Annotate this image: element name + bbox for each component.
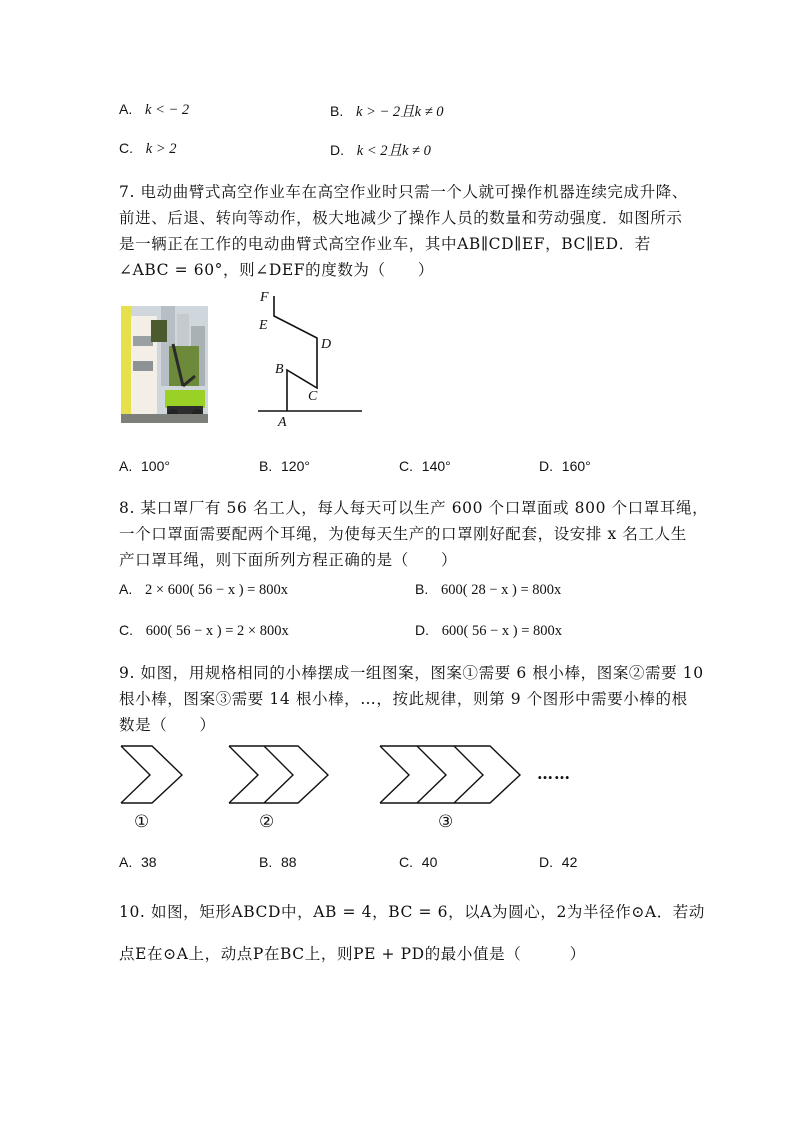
- option-letter: A.: [119, 458, 133, 474]
- q9-line-3: 数是（ ）: [119, 716, 216, 734]
- q9-option-d: [539, 853, 577, 871]
- label-B: B: [275, 362, 284, 377]
- option-value: 38: [141, 854, 157, 870]
- option-letter: C.: [399, 854, 413, 870]
- option-value: 120°: [281, 458, 310, 474]
- option-value: 40: [421, 854, 438, 870]
- option-value: 160°: [561, 458, 591, 474]
- q9-option-c: [399, 853, 437, 871]
- option-letter: D.: [539, 854, 553, 870]
- label-E: E: [259, 318, 268, 333]
- q8-line-1: 8. 某口罩厂有 56 名工人，每人每天可以生产 600 个口罩面或 800 个口罩耳绳，: [119, 499, 709, 517]
- pattern-1: [121, 746, 182, 803]
- option-letter: B.: [259, 854, 273, 870]
- pattern-3: [380, 746, 520, 803]
- option-expression: k > 2: [145, 141, 177, 157]
- pattern-label-3: ③: [438, 812, 454, 832]
- label-F: F: [260, 290, 269, 305]
- option-letter: C.: [119, 140, 133, 156]
- option-letter: C.: [119, 622, 133, 638]
- option-letter: D.: [539, 458, 553, 474]
- pattern-label-1: ①: [134, 812, 150, 832]
- option-value: 100°: [141, 458, 170, 474]
- q9-line-1: 9. 如图，用规格相同的小棒摆成一组图案，图案①需要 6 根小棒，图案②需要 10: [119, 664, 704, 682]
- option-letter: A.: [119, 854, 133, 870]
- label-C: C: [308, 389, 318, 404]
- q9-option-b: [259, 853, 297, 871]
- option-expression: k < 2且k ≠ 0: [356, 143, 431, 159]
- q9-line-2: 根小棒，图案③需要 14 根小棒，…，按此规律，则第 9 个图形中需要小棒的根: [119, 690, 688, 708]
- option-letter: B.: [259, 458, 273, 474]
- option-expression: 600( 56 − x ) = 2 × 800x: [145, 623, 289, 639]
- q7-line-4: ∠ABC = 60°，则∠DEF的度数为（ ）: [119, 261, 434, 279]
- q8-line-3: 产口罩耳绳，则下面所列方程正确的是（ ）: [119, 551, 458, 569]
- option-letter: A.: [119, 101, 133, 117]
- option-value: 140°: [421, 458, 451, 474]
- label-D: D: [321, 337, 332, 352]
- q10-line-2: 点E在⊙A上，动点P在BC上，则PE + PD的最小值是（ ）: [119, 945, 586, 963]
- q7-line-1: 7. 电动曲臂式高空作业车在高空作业时只需一个人就可操作机器连续完成升降、: [119, 183, 688, 201]
- option-letter: C.: [399, 458, 413, 474]
- q10-line-1: 10. 如图，矩形ABCD中，AB = 4，BC = 6，以A为圆心，2为半径作⊙A．若动: [119, 903, 706, 921]
- option-value: 88: [281, 854, 297, 870]
- option-expression: 2 × 600( 56 − x ) = 800x: [145, 582, 288, 598]
- pattern-2: [229, 746, 328, 803]
- option-letter: B.: [330, 103, 344, 119]
- pattern-label-2: ②: [259, 812, 275, 832]
- label-A: A: [278, 415, 287, 430]
- option-expression: k < − 2: [145, 102, 190, 118]
- q8-line-2: 一个口罩面需要配两个耳绳，为使每天生产的口罩刚好配套，设安排 x 名工人生: [119, 525, 687, 543]
- q7-line-3: 是一辆正在工作的电动曲臂式高空作业车，其中AB∥CD∥EF，BC∥ED．若: [119, 235, 651, 253]
- option-letter: D.: [415, 622, 429, 638]
- option-expression: 600( 56 − x ) = 800x: [441, 623, 563, 639]
- option-letter: B.: [415, 581, 429, 597]
- option-expression: k > − 2且k ≠ 0: [356, 104, 444, 120]
- option-expression: 600( 28 − x ) = 800x: [441, 582, 562, 598]
- option-value: 42: [561, 854, 578, 870]
- option-letter: D.: [330, 142, 344, 158]
- pattern-ellipsis: ……: [537, 764, 571, 783]
- option-letter: A.: [119, 581, 133, 597]
- q7-line-2: 前进、后退、转向等动作，极大地减少了操作人员的数量和劳动强度．如图所示: [119, 209, 683, 227]
- q9-option-a: [119, 853, 157, 871]
